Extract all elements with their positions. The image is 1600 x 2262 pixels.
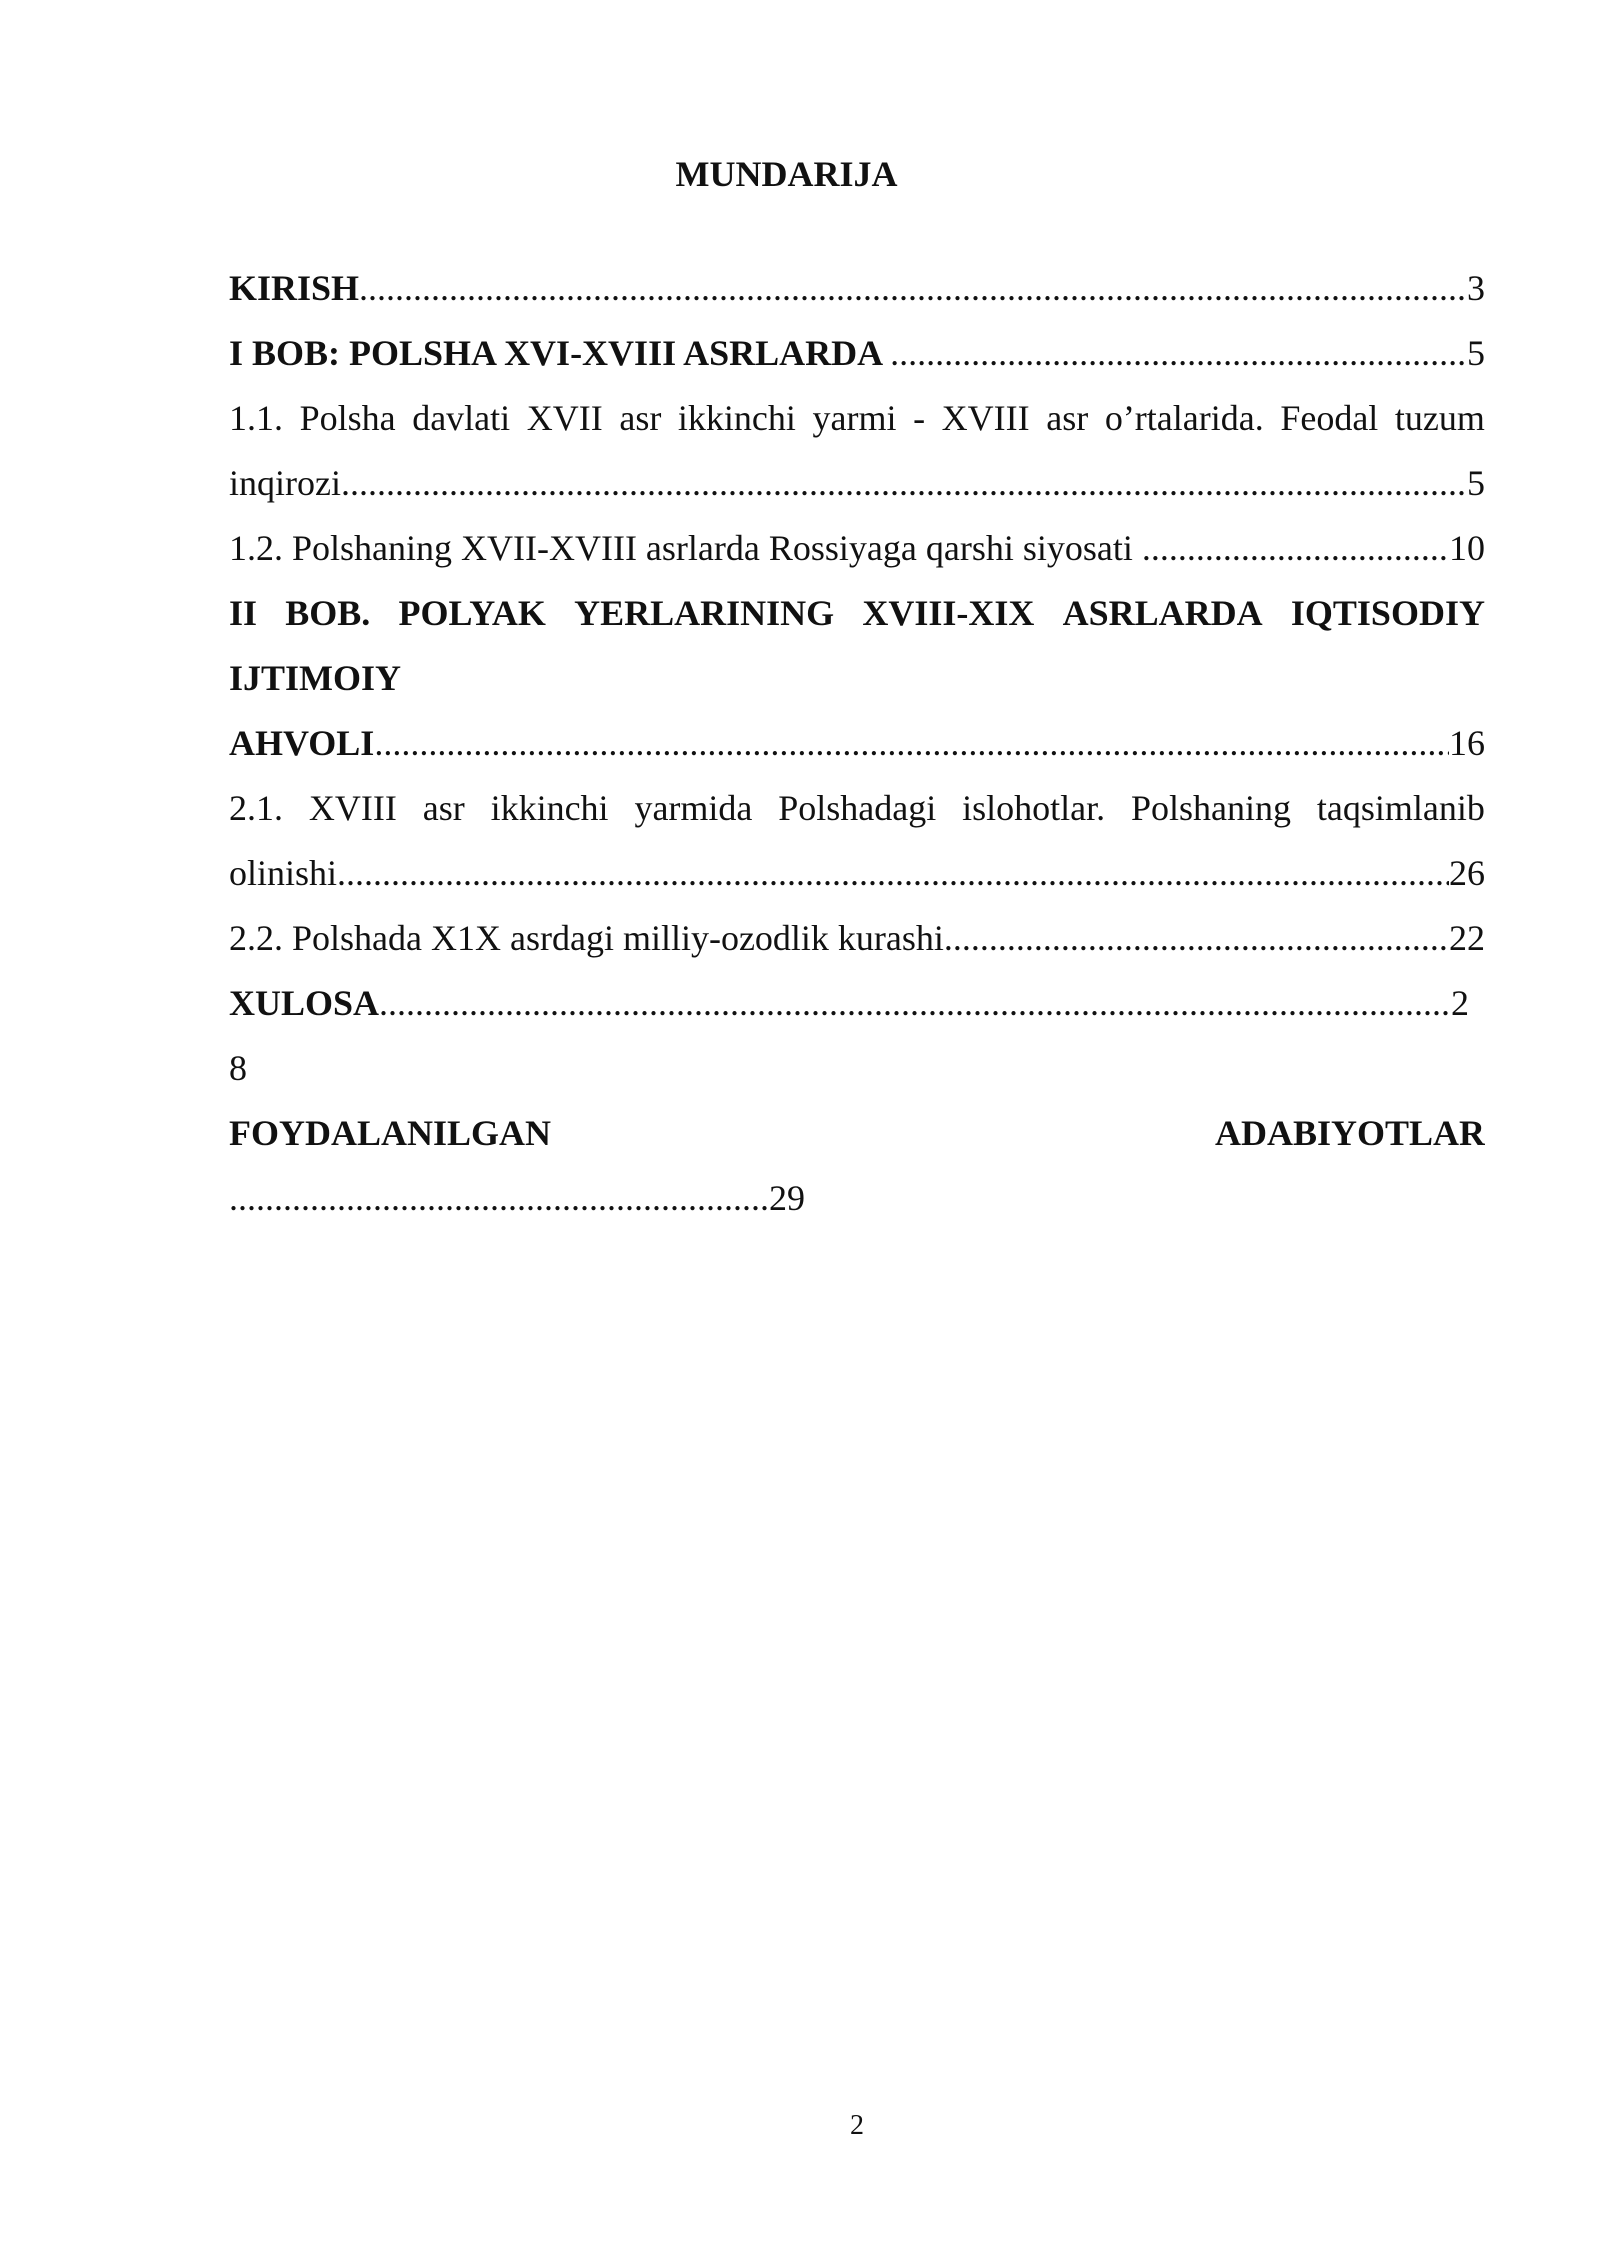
toc-entry-label: 1.2. Polshaning XVII-XVIII asrlarda Rossiyaga qarshi siyosati — [229, 528, 1142, 568]
toc-word: ikkinchi — [677, 398, 796, 438]
toc-entry-label: AHVOLI — [229, 723, 375, 763]
toc-entry-section-2-1[interactable] — [229, 778, 1485, 843]
toc-word: asr — [1046, 398, 1089, 438]
toc-entry-bibliography[interactable] — [229, 1103, 1485, 1168]
toc-word: Polsha — [299, 398, 396, 438]
toc-word: BOB. — [285, 593, 371, 633]
toc-entry-xulosa-cont[interactable] — [229, 1038, 1485, 1103]
toc-word: 2.1. — [229, 788, 283, 828]
toc-entry-page: 29 — [769, 1178, 805, 1218]
toc-entry-chapter-2-cont[interactable] — [229, 648, 1485, 713]
toc-word: ADABIYOTLAR — [1214, 1113, 1485, 1153]
dot-leader — [359, 264, 1467, 323]
dot-leader — [379, 979, 1451, 1038]
toc-word: XVIII-XIX — [862, 593, 1035, 633]
toc-entry-section-2-1-end[interactable] — [229, 843, 1485, 908]
toc-entry-page: 10 — [1449, 528, 1485, 568]
dot-leader — [890, 329, 1467, 388]
toc-entry-label: inqirozi — [229, 463, 341, 503]
toc-entry-page: 26 — [1449, 853, 1485, 893]
toc-word: XVIII — [308, 788, 397, 828]
toc-entry-label: I BOB: POLSHA XVI-XVIII ASRLARDA — [229, 333, 891, 373]
toc-entry-kirish[interactable] — [229, 258, 1485, 323]
toc-entry-page: 2 — [1451, 983, 1469, 1023]
toc-entry-chapter-2-end[interactable] — [229, 713, 1485, 778]
toc-word: taqsimlanib — [1316, 788, 1485, 828]
toc-word: Polshadagi — [778, 788, 937, 828]
page-number: 2 — [850, 2110, 864, 2141]
dot-leader — [341, 459, 1467, 518]
toc-word: FOYDALANILGAN — [229, 1113, 552, 1153]
toc-entry-section-1-1-end[interactable] — [229, 453, 1485, 518]
toc-entry-chapter-1[interactable] — [229, 323, 1485, 388]
toc-word: Feodal — [1280, 398, 1379, 438]
toc-word: II — [229, 593, 258, 633]
toc-entry-xulosa[interactable] — [229, 973, 1485, 1038]
toc-entry-chapter-2[interactable] — [229, 583, 1485, 648]
toc-word: yarmi — [812, 398, 897, 438]
toc-word: Polshaning — [1131, 788, 1292, 828]
toc-word: tuzum — [1394, 398, 1485, 438]
toc-entry-page: 22 — [1449, 918, 1485, 958]
toc-entry-label: XULOSA — [229, 983, 380, 1023]
toc-entry-label: IJTIMOIY — [229, 658, 402, 698]
toc-word: o’rtalarida. — [1104, 398, 1264, 438]
toc-entry-page: 3 — [1467, 268, 1485, 308]
dot-leader: ............................................................ — [229, 1178, 769, 1218]
toc-word: ASRLARDA — [1062, 593, 1263, 633]
toc-word: yarmida — [634, 788, 753, 828]
toc-entry-label: olinishi — [229, 853, 338, 893]
toc-entry-section-1-1[interactable] — [229, 388, 1485, 453]
dot-leader — [337, 849, 1449, 908]
toc-entry-label: KIRISH — [229, 268, 360, 308]
toc-entry-section-2-2[interactable] — [229, 908, 1485, 973]
toc-entry-bibliography-end[interactable] — [229, 1168, 1485, 1233]
toc-entry-label: 2.2. Polshada X1X asrdagi milliy-ozodlik kurashi — [229, 918, 944, 958]
toc-word: 1.1. — [229, 398, 283, 438]
toc-word: davlati — [412, 398, 511, 438]
toc-word: POLYAK — [398, 593, 546, 633]
toc-word: YERLARINING — [574, 593, 835, 633]
toc-word: IQTISODIY — [1290, 593, 1485, 633]
toc-entry-page: 16 — [1449, 723, 1485, 763]
page-title: MUNDARIJA — [675, 154, 898, 194]
toc-word: ikkinchi — [490, 788, 609, 828]
toc-word: asr — [619, 398, 662, 438]
dot-leader — [944, 914, 1449, 973]
toc-entry-page-wrap: 8 — [229, 1048, 247, 1088]
table-of-contents — [229, 258, 1485, 1233]
toc-entry-page: 5 — [1467, 333, 1485, 373]
dot-leader — [374, 719, 1449, 778]
toc-word: - — [913, 398, 926, 438]
toc-word: XVIII — [941, 398, 1030, 438]
toc-word: asr — [422, 788, 465, 828]
dot-leader — [1142, 524, 1449, 583]
toc-word: XVII — [526, 398, 603, 438]
toc-entry-section-1-2[interactable] — [229, 518, 1485, 583]
toc-word: islohotlar. — [962, 788, 1106, 828]
toc-entry-page: 5 — [1467, 463, 1485, 503]
